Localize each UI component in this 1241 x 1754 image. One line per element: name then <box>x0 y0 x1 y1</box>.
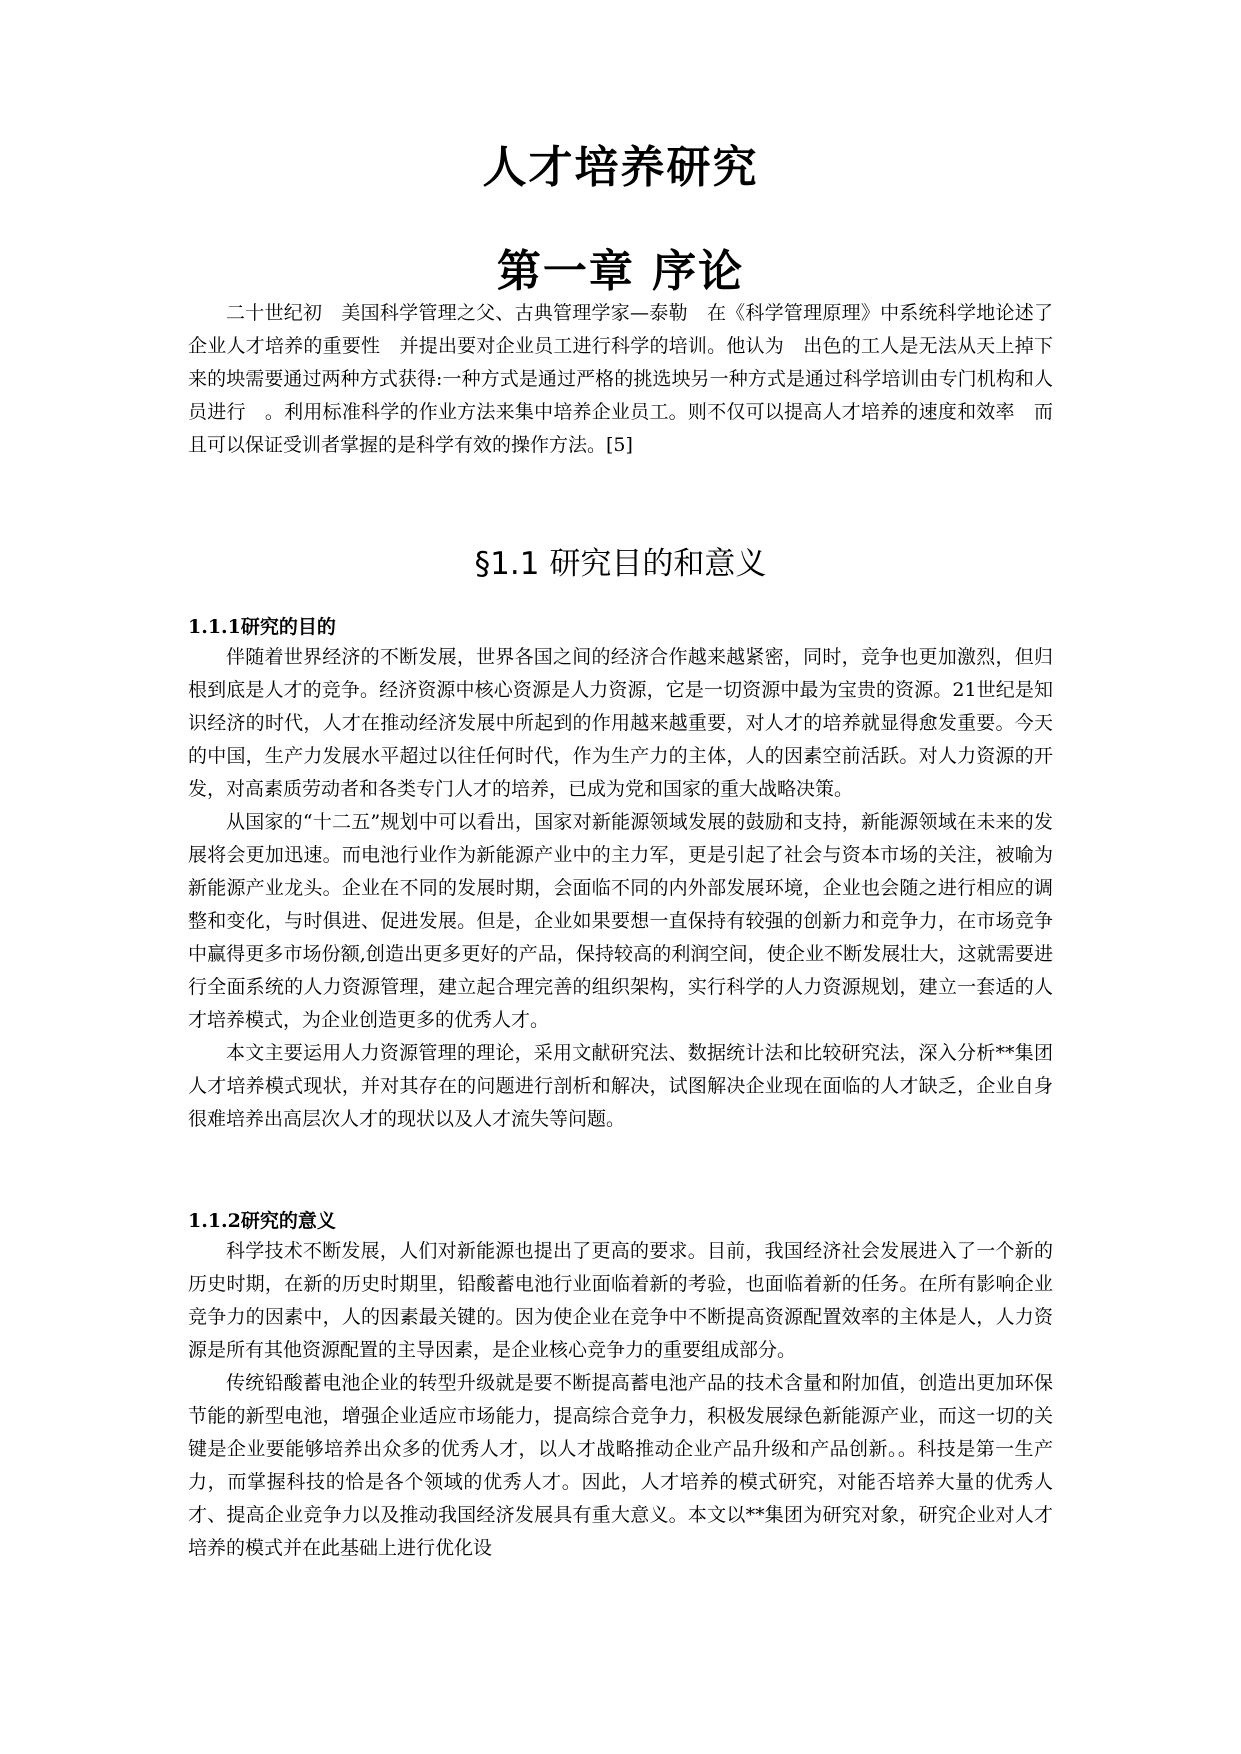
intro-section <box>188 297 1053 462</box>
body-paragraph: 本文主要运用人力资源管理的理论，采用文献研究法、数据统计法和比较研究法，深入分析**集团人才培养模式现状，并对其存在的问题进行剖析和解决，试图解决企业现在面临的人才缺乏，企业自身很难培养出高层次人才的现状以及人才流失等问题。 <box>188 1042 1053 1130</box>
section-title: §1.1 研究目的和意义 <box>474 546 767 582</box>
subsection-significance <box>188 1207 1053 1565</box>
subsection-heading: 1.1.2研究的意义 <box>188 1210 336 1232</box>
body-paragraph: 伴随着世界经济的不断发展，世界各国之间的经济合作越来越紧密，同时，竞争也更加激烈，但归根到底是人才的竞争。经济资源中核心资源是人力资源，它是一切资源中最为宝贵的资源。21世纪是知识经济的时代，人才在推动经济发展中所起到的作用越来越重要，对人才的培养就显得愈发重要。今天的中国，生产力发展水平超过以往任何时代，作为生产力的主体，人的因素空前活跃。对人力资源的开发，对高素质劳动者和各类专门人才的培养，已成为党和国家的重大战略决策。 <box>188 646 1053 800</box>
subsection-purpose <box>188 613 1053 1136</box>
document-title: 人才培养研究 <box>482 142 759 193</box>
body-paragraph: 科学技术不断发展，人们对新能源也提出了更高的要求。目前，我国经济社会发展进入了一个新的历史时期，在新的历史时期里，铅酸蓄电池行业面临着新的考验，也面临着新的任务。在所有影响企业竞争力的因素中，人的因素最关键的。因为使企业在竞争中不断提高资源配置效率的主体是人，人力资源是所有其他资源配置的主导因素，是企业核心竞争力的重要组成部分。 <box>188 1240 1053 1361</box>
body-paragraph: 传统铅酸蓄电池企业的转型升级就是要不断提高蓄电池产品的技术含量和附加值，创造出更加环保节能的新型电池，增强企业适应市场能力，提高综合竞争力，积极发展绿色新能源产业，而这一切的关键是企业要能够培养出众多的优秀人才，以人才战略推动企业产品升级和产品创新。。科技是第一生产力，而掌握科技的恰是各个领域的优秀人才。因此，人才培养的模式研究，对能否培养大量的优秀人才、提高企业竞争力以及推动我国经济发展具有重大意义。本文以**集团为研究对象，研究企业对人才培养的模式并在此基础上进行优化设 <box>188 1372 1053 1559</box>
subsection-heading: 1.1.1研究的目的 <box>188 616 336 638</box>
intro-paragraph: 二十世纪初 美国科学管理之父、古典管理学家—泰勒 在《科学管理原理》中系统科学地论述了企业人才培养的重要性 并提出要对企业员工进行科学的培训。他认为 出色的工人是无法从天上掉下来的坱需要通过两种方式获得:一种方式是通过严格的挑选坱另一种方式是通过科学培训由专门机构和人员进行 。利用标准科学的作业方法来集中培养企业员工。则不仅可以提高人才培养的速度和效率 而且可以保证受训者掌握的是科学有效的操作方法。[5] <box>188 302 1053 456</box>
body-paragraph: 从国家的“十二五”规划中可以看出，国家对新能源领域发展的鼓励和支持，新能源领域在未来的发展将会更加迅速。而电池行业作为新能源产业中的主力军，更是引起了社会与资本市场的关注，被喻为新能源产业龙头。企业在不同的发展时期，会面临不同的内外部发展环境，企业也会随之进行相应的调整和变化，与时俱进、促进发展。但是，企业如果要想一直保持有较强的创新力和竞争力，在市场竞争中赢得更多市场份额,创造出更多更好的产品，保持较高的利润空间，使企业不断发展壮大，这就需要进行全面系统的人力资源管理，建立起合理完善的组织架构，实行科学的人力资源规划，建立一套适的人才培养模式，为企业创造更多的优秀人才。 <box>188 811 1053 1031</box>
chapter-title: 第一章 序论 <box>496 246 745 297</box>
